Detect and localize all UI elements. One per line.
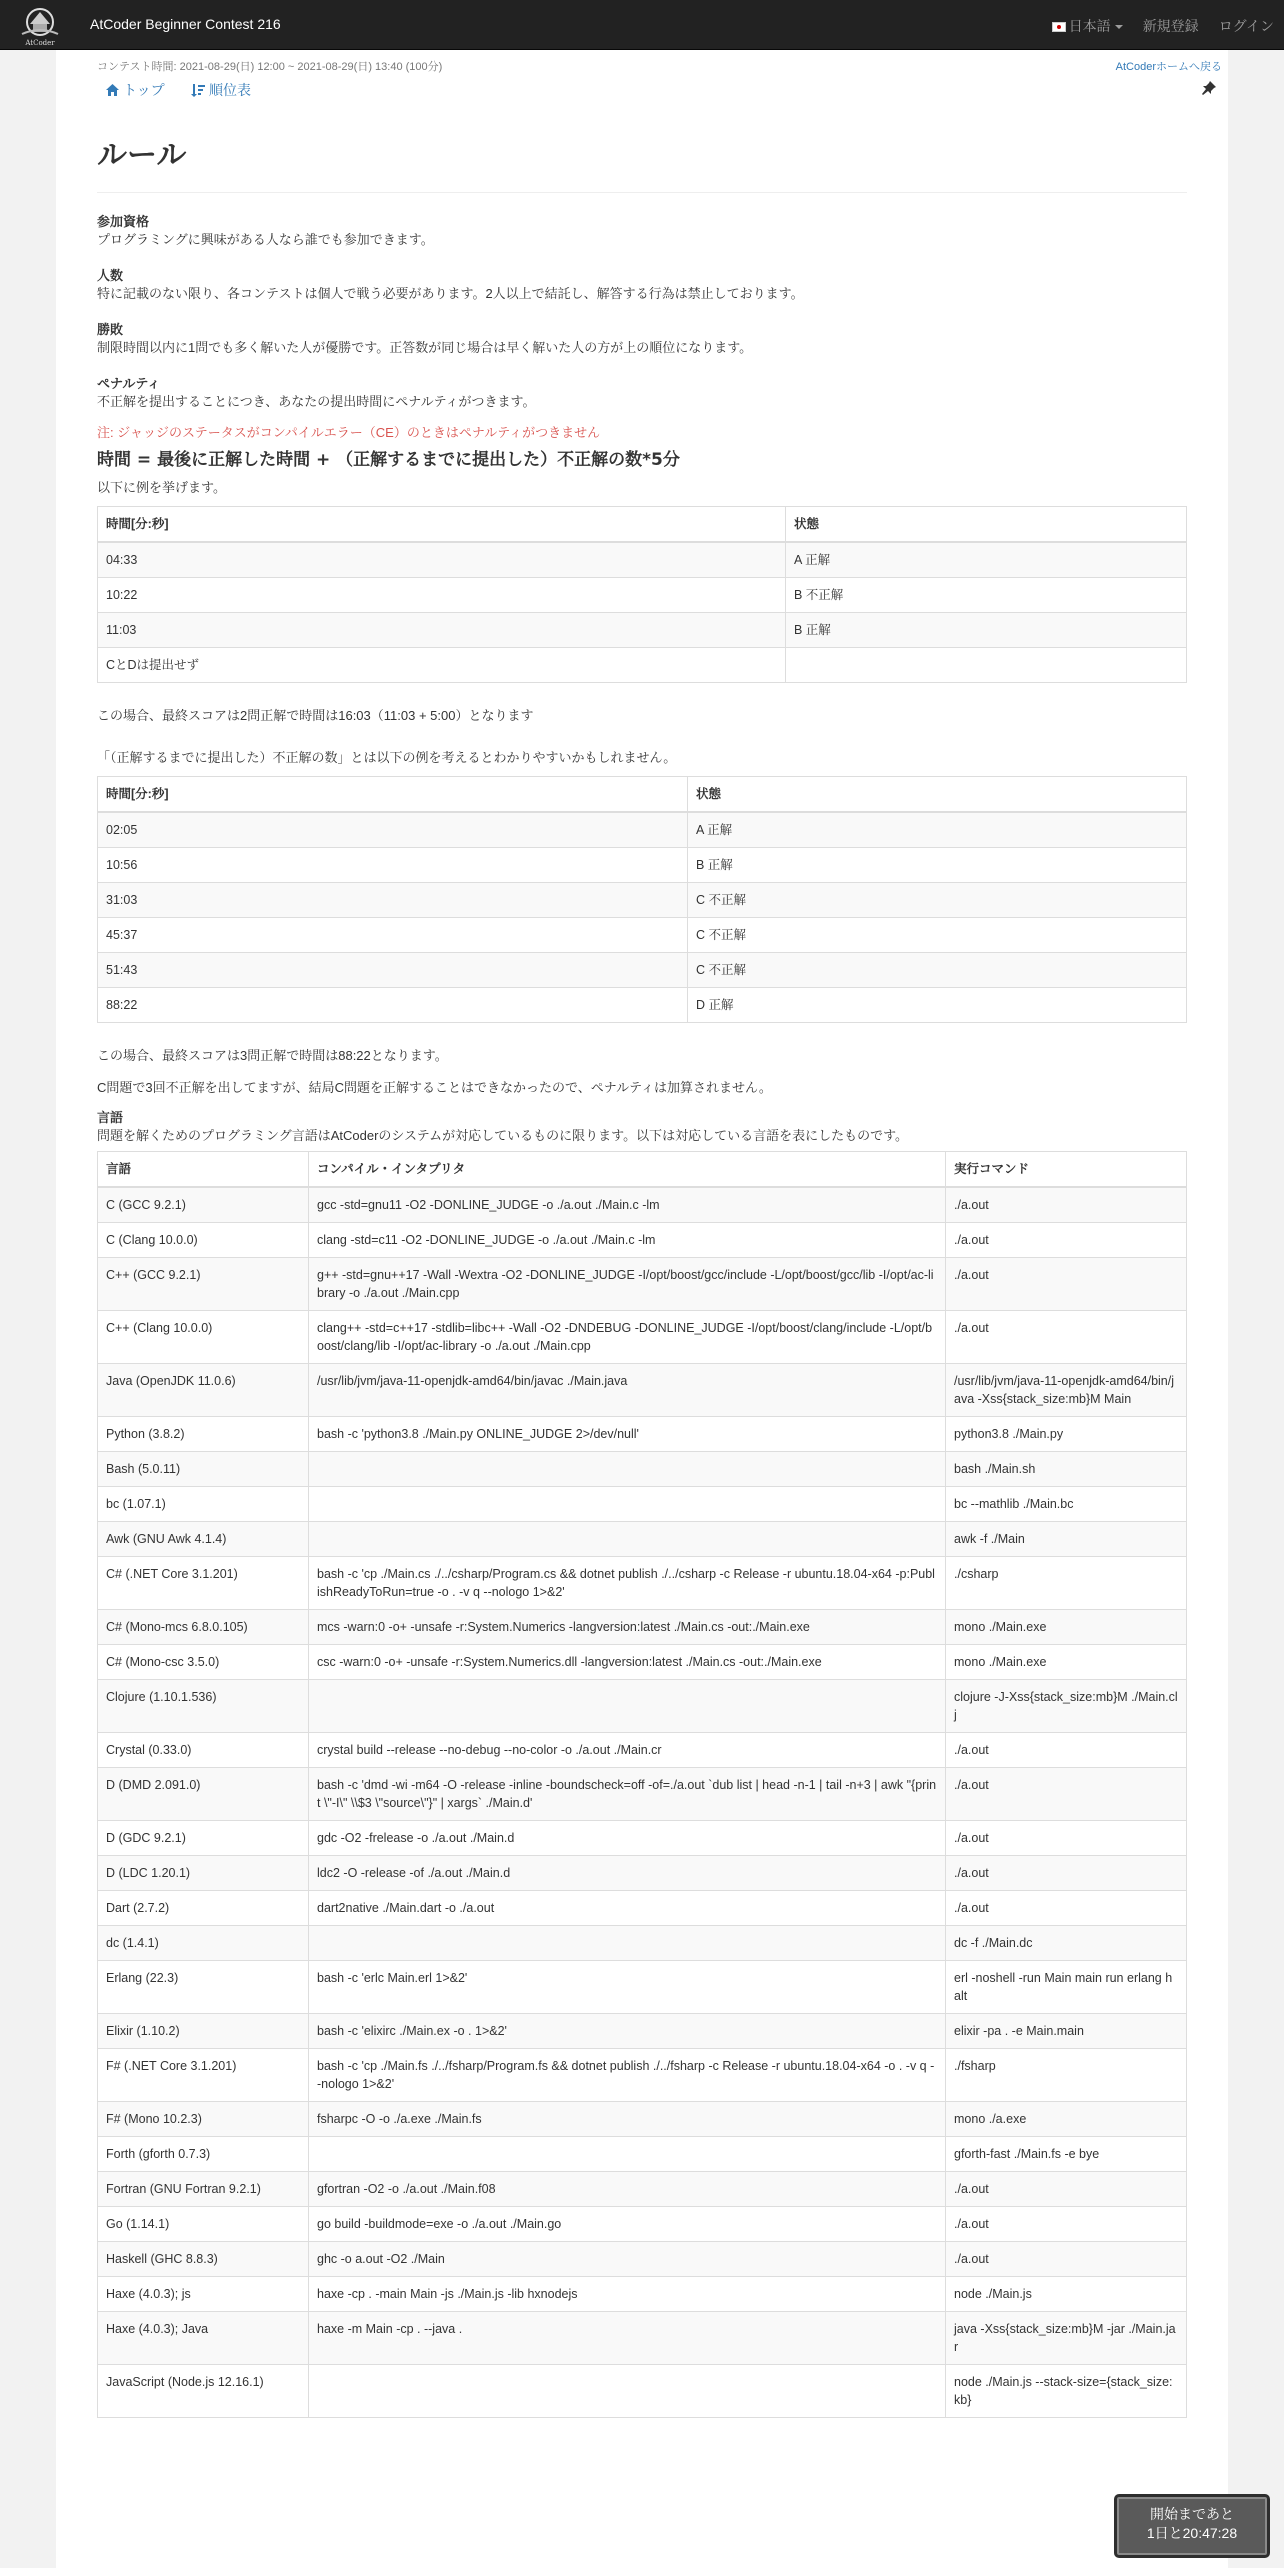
table-row xyxy=(98,1768,1187,1821)
table-cell: 10:56 xyxy=(98,848,688,883)
table-row xyxy=(98,1364,1187,1417)
table-cell: ./a.out xyxy=(946,2172,1187,2207)
contest-tabs xyxy=(56,72,1228,104)
table-cell: ./a.out xyxy=(946,1768,1187,1821)
table-row xyxy=(98,918,1187,953)
table-cell: Haxe (4.0.3); js xyxy=(98,2277,309,2312)
table-row xyxy=(98,2102,1187,2137)
table-cell xyxy=(309,1680,946,1733)
table-cell: mono ./Main.exe xyxy=(946,1645,1187,1680)
team-text: 特に記載のない限り、各コンテストは個人で戦う必要があります。2人以上で結託し、解答する行為は禁止しております。 xyxy=(97,286,804,301)
table-row xyxy=(98,2277,1187,2312)
table-cell: clojure -J-Xss{stack_size:mb}M ./Main.clj xyxy=(946,1680,1187,1733)
table-cell: gforth-fast ./Main.fs -e bye xyxy=(946,2137,1187,2172)
table-cell: bash ./Main.sh xyxy=(946,1452,1187,1487)
table-cell: 04:33 xyxy=(98,542,786,578)
table-cell: bash -c 'dmd -wi -m64 -O -release -inline -boundscheck=off -of=./a.out `dub list | head -n-1 | tail -n+3 | awk "{print \"-I\" \\$3 \"source\"}" | xargs` ./Main.d' xyxy=(309,1768,946,1821)
table-cell: gcc -std=gnu11 -O2 -DONLINE_JUDGE -o ./a.out ./Main.c -lm xyxy=(309,1187,946,1223)
table-cell xyxy=(309,1487,946,1522)
table-cell: bash -c 'python3.8 ./Main.py ONLINE_JUDGE 2>/dev/null' xyxy=(309,1417,946,1452)
table-cell: bash -c 'elixirc ./Main.ex -o . 1>&2' xyxy=(309,2014,946,2049)
example1-table xyxy=(97,506,1187,683)
table-cell: C (Clang 10.0.0) xyxy=(98,1223,309,1258)
table-cell: C 不正解 xyxy=(688,918,1187,953)
table-cell: ./a.out xyxy=(946,1187,1187,1223)
table-cell: 31:03 xyxy=(98,883,688,918)
table-row xyxy=(98,1610,1187,1645)
table-header: 時間[分:秒] xyxy=(98,507,786,543)
language-label: 日本語 xyxy=(1068,18,1111,34)
table-cell xyxy=(309,2365,946,2418)
table-cell: bash -c 'cp ./Main.cs ./../csharp/Program.cs && dotnet publish ./../csharp -c Release -r ubuntu.18.04-x64 -p:PublishReadyToRun=true -o . -v q --nologo 1>&2' xyxy=(309,1557,946,1610)
chevron-down-icon xyxy=(1115,25,1123,29)
table-cell: mono ./Main.exe xyxy=(946,1610,1187,1645)
table-cell: ./a.out xyxy=(946,2242,1187,2277)
table-cell: gfortran -O2 -o ./a.out ./Main.f08 xyxy=(309,2172,946,2207)
table-row xyxy=(98,2172,1187,2207)
penalty-note: 注: ジャッジのステータスがコンパイルエラー（CE）のときはペナルティがつきません xyxy=(97,425,601,440)
table-cell: D 正解 xyxy=(688,988,1187,1023)
eligibility-title: 参加資格 xyxy=(97,214,150,229)
table-cell: clang++ -std=c++17 -stdlib=libc++ -Wall -O2 -DNDEBUG -DONLINE_JUDGE -I/opt/boost/clang/include -L/opt/boost/clang/lib -I/opt/ac-library -o ./a.out ./Main.cpp xyxy=(309,1311,946,1364)
table-cell: erl -noshell -run Main main run erlang halt xyxy=(946,1961,1187,2014)
home-link[interactable]: AtCoderホームへ戻る xyxy=(1115,61,1222,73)
table-cell: gdc -O2 -frelease -o ./a.out ./Main.d xyxy=(309,1821,946,1856)
language-title: 言語 xyxy=(97,1110,124,1125)
table-cell: Haxe (4.0.3); Java xyxy=(98,2312,309,2365)
table-row xyxy=(98,1680,1187,1733)
table-cell: ./a.out xyxy=(946,1821,1187,1856)
table-cell: 02:05 xyxy=(98,812,688,848)
table-row xyxy=(98,1821,1187,1856)
table-cell: B 正解 xyxy=(786,613,1187,648)
table-cell: mcs -warn:0 -o+ -unsafe -r:System.Numerics -langversion:latest ./Main.cs -out:./Main.exe xyxy=(309,1610,946,1645)
table-cell: haxe -m Main -cp . --java . xyxy=(309,2312,946,2365)
table-cell: D (DMD 2.091.0) xyxy=(98,1768,309,1821)
table-row xyxy=(98,2014,1187,2049)
table-cell: haxe -cp . -main Main -js ./Main.js -lib hxnodejs xyxy=(309,2277,946,2312)
table-row xyxy=(98,2049,1187,2102)
table-row xyxy=(98,1891,1187,1926)
table-row xyxy=(98,2365,1187,2418)
table-cell: fsharpc -O -o ./a.exe ./Main.fs xyxy=(309,2102,946,2137)
table-cell: F# (Mono 10.2.3) xyxy=(98,2102,309,2137)
table-cell: Go (1.14.1) xyxy=(98,2207,309,2242)
table-row xyxy=(98,1733,1187,1768)
table-row xyxy=(98,613,1187,648)
table-cell: D (LDC 1.20.1) xyxy=(98,1856,309,1891)
table-cell: ./a.out xyxy=(946,1891,1187,1926)
tab-standings[interactable] xyxy=(191,80,251,100)
table-row xyxy=(98,2312,1187,2365)
table-cell: Erlang (22.3) xyxy=(98,1961,309,2014)
table-cell: 45:37 xyxy=(98,918,688,953)
table-row xyxy=(98,953,1187,988)
navbar xyxy=(0,0,1284,50)
table-cell: 51:43 xyxy=(98,953,688,988)
table-cell: ./csharp xyxy=(946,1557,1187,1610)
table-cell: Awk (GNU Awk 4.1.4) xyxy=(98,1522,309,1557)
example2-table xyxy=(97,776,1187,1023)
ranking-text: 制限時間以内に1問でも多く解いた人が優勝です。正答数が同じ場合は早く解いた人の方が上の順位になります。 xyxy=(97,340,753,355)
pin-icon[interactable] xyxy=(1202,81,1216,95)
table-cell: C# (Mono-mcs 6.8.0.105) xyxy=(98,1610,309,1645)
table-cell: elixir -pa . -e Main.main xyxy=(946,2014,1187,2049)
login-link[interactable]: ログイン xyxy=(1218,18,1274,34)
table-cell: dc -f ./Main.dc xyxy=(946,1926,1187,1961)
ranking-title: 勝敗 xyxy=(97,322,124,337)
table-cell: 10:22 xyxy=(98,578,786,613)
table-cell: ./a.out xyxy=(946,1311,1187,1364)
table-row xyxy=(98,883,1187,918)
table-cell: Forth (gforth 0.7.3) xyxy=(98,2137,309,2172)
table-cell: ghc -o a.out -O2 ./Main xyxy=(309,2242,946,2277)
table-cell: crystal build --release --no-debug --no-color -o ./a.out ./Main.cr xyxy=(309,1733,946,1768)
table-cell: go build -buildmode=exe -o ./a.out ./Main.go xyxy=(309,2207,946,2242)
table-cell: C (GCC 9.2.1) xyxy=(98,1187,309,1223)
table-row xyxy=(98,1223,1187,1258)
table-cell: 88:22 xyxy=(98,988,688,1023)
table-cell: ./a.out xyxy=(946,1733,1187,1768)
table-cell: bc (1.07.1) xyxy=(98,1487,309,1522)
penalty-formula: 時間 = 最後に正解した時間 + （正解するまでに提出した）不正解の数*5分 xyxy=(97,450,680,470)
table-header: 状態 xyxy=(786,507,1187,543)
tab-standings-label: 順位表 xyxy=(209,82,251,98)
table-header: 時間[分:秒] xyxy=(98,777,688,813)
contest-title[interactable]: AtCoder Beginner Contest 216 xyxy=(90,16,281,32)
table-header: 実行コマンド xyxy=(946,1152,1187,1188)
table-cell: Bash (5.0.11) xyxy=(98,1452,309,1487)
table-cell: B 不正解 xyxy=(786,578,1187,613)
countdown-label: 開始まであと xyxy=(1150,2506,1234,2522)
table-cell: mono ./a.exe xyxy=(946,2102,1187,2137)
atcoder-logo[interactable] xyxy=(14,4,66,48)
japan-flag-icon xyxy=(1052,22,1066,32)
table-cell: Python (3.8.2) xyxy=(98,1417,309,1452)
example1-result: この場合、最終スコアは2問正解で時間は16:03（11:03 + 5:00）となります xyxy=(97,708,534,723)
table-cell: CとDは提出せず xyxy=(98,648,786,683)
table-row xyxy=(98,1557,1187,1610)
table-header: コンパイル・インタプリタ xyxy=(309,1152,946,1188)
table-cell xyxy=(309,2137,946,2172)
table-row xyxy=(98,1645,1187,1680)
table-cell: 11:03 xyxy=(98,613,786,648)
penalty-title: ペナルティ xyxy=(97,376,161,391)
table-cell: bc --mathlib ./Main.bc xyxy=(946,1487,1187,1522)
language-table xyxy=(97,1151,1187,2418)
table-row xyxy=(98,1258,1187,1311)
countdown-timer xyxy=(1114,2494,1270,2558)
table-row xyxy=(98,812,1187,848)
home-icon xyxy=(106,84,119,96)
table-row xyxy=(98,2137,1187,2172)
table-cell: clang -std=c11 -O2 -DONLINE_JUDGE -o ./a.out ./Main.c -lm xyxy=(309,1223,946,1258)
table-cell: bash -c 'cp ./Main.fs ./../fsharp/Program.fs && dotnet publish ./../fsharp -c Release -r ubuntu.18.04-x64 -o . -v q --nologo 1>&2' xyxy=(309,2049,946,2102)
table-cell: Haskell (GHC 8.8.3) xyxy=(98,2242,309,2277)
table-cell: A 正解 xyxy=(786,542,1187,578)
table-row xyxy=(98,1487,1187,1522)
sort-amount-icon xyxy=(191,84,205,97)
signup-link[interactable]: 新規登録 xyxy=(1142,18,1199,34)
example2-result: この場合、最終スコアは3問正解で時間は88:22となります。 xyxy=(97,1048,448,1063)
table-row xyxy=(98,648,1187,683)
table-row xyxy=(98,542,1187,578)
table-cell xyxy=(309,1452,946,1487)
team-title: 人数 xyxy=(97,268,124,283)
table-header: 言語 xyxy=(98,1152,309,1188)
table-cell: /usr/lib/jvm/java-11-openjdk-amd64/bin/javac ./Main.java xyxy=(309,1364,946,1417)
table-cell: ./fsharp xyxy=(946,2049,1187,2102)
table-row xyxy=(98,1522,1187,1557)
table-row xyxy=(98,1926,1187,1961)
table-cell: Elixir (1.10.2) xyxy=(98,2014,309,2049)
eligibility-text: プログラミングに興味がある人なら誰でも参加できます。 xyxy=(97,232,434,247)
table-cell: C 不正解 xyxy=(688,883,1187,918)
table-cell: F# (.NET Core 3.1.201) xyxy=(98,2049,309,2102)
table-cell: dart2native ./Main.dart -o ./a.out xyxy=(309,1891,946,1926)
table-cell: JavaScript (Node.js 12.16.1) xyxy=(98,2365,309,2418)
countdown-value: 1日と20:47:28 xyxy=(1146,2525,1238,2541)
table-cell: node ./Main.js --stack-size={stack_size:kb} xyxy=(946,2365,1187,2418)
table-cell: Fortran (GNU Fortran 9.2.1) xyxy=(98,2172,309,2207)
table-cell: awk -f ./Main xyxy=(946,1522,1187,1557)
table-cell: Crystal (0.33.0) xyxy=(98,1733,309,1768)
table-cell: C 不正解 xyxy=(688,953,1187,988)
table-row xyxy=(98,988,1187,1023)
table-cell: ./a.out xyxy=(946,1258,1187,1311)
table-cell xyxy=(309,1926,946,1961)
table-cell: C# (Mono-csc 3.5.0) xyxy=(98,1645,309,1680)
language-dropdown[interactable] xyxy=(1052,16,1123,36)
table-row xyxy=(98,1187,1187,1223)
table-cell: bash -c 'erlc Main.erl 1>&2' xyxy=(309,1961,946,2014)
table-cell xyxy=(786,648,1187,683)
table-cell: Java (OpenJDK 11.0.6) xyxy=(98,1364,309,1417)
table-row xyxy=(98,848,1187,883)
table-cell: C# (.NET Core 3.1.201) xyxy=(98,1557,309,1610)
table-cell: ./a.out xyxy=(946,1856,1187,1891)
table-cell: A 正解 xyxy=(688,812,1187,848)
table-cell: java -Xss{stack_size:mb}M -jar ./Main.jar xyxy=(946,2312,1187,2365)
table-cell: csc -warn:0 -o+ -unsafe -r:System.Numerics.dll -langversion:latest ./Main.cs -out:./Main.exe xyxy=(309,1645,946,1680)
table-header: 状態 xyxy=(688,777,1187,813)
table-cell: dc (1.4.1) xyxy=(98,1926,309,1961)
table-row xyxy=(98,1856,1187,1891)
table-row xyxy=(98,1961,1187,2014)
table-row xyxy=(98,2242,1187,2277)
table-row xyxy=(98,1452,1187,1487)
language-text: 問題を解くためのプログラミング言語はAtCoderのシステムが対応しているものに限ります。以下は対応している言語を表にしたものです。 xyxy=(97,1128,909,1143)
table-cell: C++ (Clang 10.0.0) xyxy=(98,1311,309,1364)
page-title: ルール xyxy=(97,130,1187,193)
table-cell: ldc2 -O -release -of ./a.out ./Main.d xyxy=(309,1856,946,1891)
table-cell: /usr/lib/jvm/java-11-openjdk-amd64/bin/java -Xss{stack_size:mb}M Main xyxy=(946,1364,1187,1417)
table-cell: ./a.out xyxy=(946,1223,1187,1258)
penalty-text: 不正解を提出することにつき、あなたの提出時間にペナルティがつきます。 xyxy=(97,394,536,409)
table-cell: python3.8 ./Main.py xyxy=(946,1417,1187,1452)
table-cell: node ./Main.js xyxy=(946,2277,1187,2312)
table-row xyxy=(98,1311,1187,1364)
example2-note: C問題で3回不正解を出してますが、結局C問題を正解することはできなかったので、ペナルティは加算されません。 xyxy=(97,1080,772,1095)
table-cell: D (GDC 9.2.1) xyxy=(98,1821,309,1856)
logo-text: AtCoder xyxy=(25,39,55,47)
tab-top-label: トップ xyxy=(123,82,165,98)
table-cell: C++ (GCC 9.2.1) xyxy=(98,1258,309,1311)
tab-top[interactable] xyxy=(106,80,165,100)
table-row xyxy=(98,578,1187,613)
example-intro: 以下に例を挙げます。 xyxy=(97,480,226,495)
table-cell: g++ -std=gnu++17 -Wall -Wextra -O2 -DONLINE_JUDGE -I/opt/boost/gcc/include -L/opt/boost/gcc/lib -I/opt/ac-library -o ./a.out ./Main.cpp xyxy=(309,1258,946,1311)
main-container xyxy=(56,50,1228,2568)
table-cell: ./a.out xyxy=(946,2207,1187,2242)
table-cell: Dart (2.7.2) xyxy=(98,1891,309,1926)
table-row xyxy=(98,1417,1187,1452)
example2-intro: 「（正解するまでに提出した）不正解の数」とは以下の例を考えるとわかりやすいかもしれません。 xyxy=(97,750,677,765)
table-cell: Clojure (1.10.1.536) xyxy=(98,1680,309,1733)
table-row xyxy=(98,2207,1187,2242)
table-cell xyxy=(309,1522,946,1557)
contest-time: コンテスト時間: 2021-08-29(日) 12:00 ~ 2021-08-29(日) 13:40 (100分) xyxy=(97,61,443,73)
table-cell: B 正解 xyxy=(688,848,1187,883)
